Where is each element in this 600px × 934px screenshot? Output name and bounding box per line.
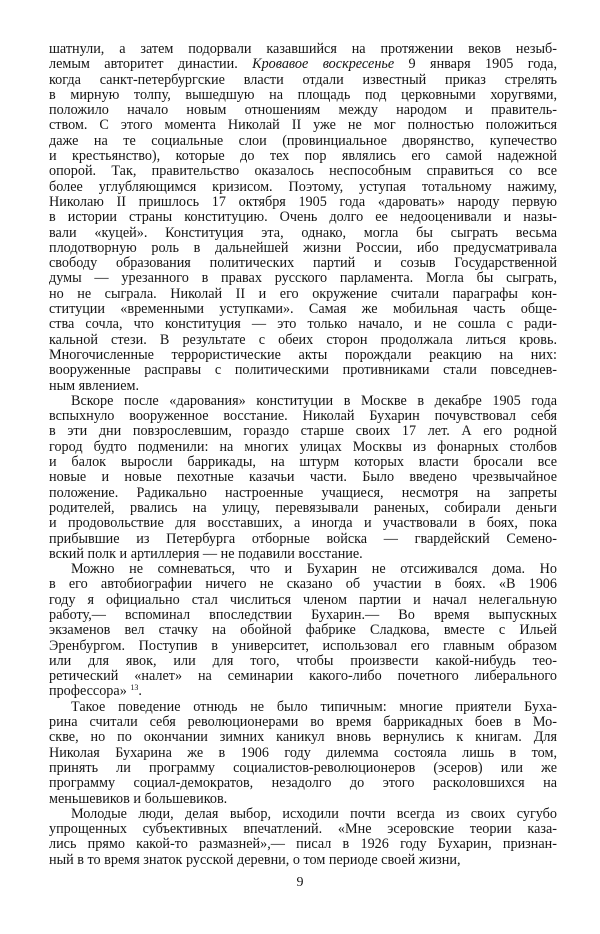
text-line: опорой. Так, правительство оказалось неспособным справиться со все xyxy=(49,163,557,180)
text-line: когда санкт-петербургские власти отдали известный приказ стрелять xyxy=(49,71,557,88)
text-line: положение. Радикально настроенные учащиеся, несмотря на запреты xyxy=(49,484,557,501)
text-line: Такое поведение отнюдь не было типичным: многие приятели Буха- xyxy=(71,698,557,715)
text-line: город будто подменили: на многих улицах Москвы из фонарных столбов xyxy=(49,438,557,455)
text-line: прибывшие из Петербурга отборные войска — гвардейский Семено- xyxy=(49,530,557,547)
paragraph xyxy=(49,562,557,700)
text-line: и крестьянство), которые до тех пор являлись его самой надежной xyxy=(49,148,557,165)
text-line: свободу образования политических партий и созыв Государственной xyxy=(49,255,557,272)
text-line: году я официально стал числиться членом партии и начал нелегальную xyxy=(49,591,557,608)
text-line: думы — урезанного в правах русского парламента. Могла бы сыграть, xyxy=(49,270,557,287)
text-line: вспыхнуло вооруженное восстание. Николай Бухарин почувствовал себя xyxy=(49,408,557,425)
text-line: лемым авторитет династии. Кровавое воскресенье 9 января 1905 года, xyxy=(49,56,558,73)
text-line: родителей, рвались на улицу, перевязывали раненых, собирали деньги xyxy=(49,499,557,516)
text-line: скве, но по окончании зимних каникул вновь вернулись к книгам. Для xyxy=(49,729,557,746)
text-line: в истории страны конституцию. Очень долго ее недооценивали и назы- xyxy=(49,209,557,226)
text-line: ный в то время знаток русской деревни, о том периоде своей жизни, xyxy=(49,851,461,868)
text-line: Можно не сомневаться, что и Бухарин не отсиживался дома. Но xyxy=(71,561,557,578)
text-line: рина считали себя революционерами во время баррикадных боев в Мо- xyxy=(49,714,557,731)
text-line: вооруженные расправы с политическими противниками стали повседнев- xyxy=(49,362,557,379)
text-line: программу социал-демократов, незадолго до этого расколовшихся на xyxy=(49,775,557,792)
text-line: ства сочла, что конституция — это только начало, и не сошла с ради- xyxy=(49,316,557,333)
text-line: вский полк и артиллерия — не подавили восстание. xyxy=(49,545,363,562)
text-line: более углубляющимся кризисом. Поэтому, уступая тотальному нажиму, xyxy=(49,178,557,195)
text-line: Молодые люди, делая выбор, исходили почти всегда из своих сугубо xyxy=(71,805,557,822)
text-line: в эти дни повзрослевшим, гораздо старше своих 17 лет. А его родной xyxy=(49,423,557,440)
text-line: в мирную толпу, вышедшую на площадь под церковными хоругвями, xyxy=(49,86,557,103)
paragraph xyxy=(49,394,557,562)
text-line: меньшевиков и большевиков. xyxy=(49,790,228,807)
text-line: плодотворную роль в дальнейшей жизни России, ибо предусматривала xyxy=(49,239,557,256)
page-body xyxy=(49,42,557,868)
text-line: Николая Бухарина же в 1906 году дилемма состояла лишь в том, xyxy=(49,744,557,761)
italic-phrase: Кровавое воскресенье xyxy=(252,56,395,73)
text-line: Эренбургом. Поступив в университет, использовал его главным образом xyxy=(49,637,557,654)
text-line: ным явлением. xyxy=(49,377,140,394)
text-line: профессора» $^{13}$. xyxy=(49,683,142,700)
text-line: но не сыграла. Николай II и его окружение считали параграфы кон- xyxy=(49,285,557,302)
page-number: 9 xyxy=(296,875,304,890)
text-line: лись прямо какой-то размазней»,— писал в 1926 году Бухарин, признан- xyxy=(49,836,557,853)
text-line: экзаменов вел стачку на обойной фабрике Сладкова, вместе с Ильей xyxy=(49,622,557,639)
text-line: даже на те социальные слои (провинциальное дворянство, купечество xyxy=(49,132,557,149)
text-line: принять ли программу социалистов-революционеров (эсеров) или же xyxy=(49,759,557,776)
paragraph xyxy=(49,807,557,868)
text-line: и балок выросли баррикады, на штурм которых власти бросали все xyxy=(49,454,557,471)
paragraph xyxy=(49,42,557,394)
text-line: Многочисленные террористические акты порождали реакцию на них: xyxy=(49,346,557,363)
footnote-reference[interactable]: 13 xyxy=(130,683,139,693)
text-line: шатнули, а затем подорвали казавшийся на протяжении веков незыб- xyxy=(49,41,557,57)
text-line: ретический «налет» на семинарии какого-либо почетного либерального xyxy=(49,668,557,685)
text-line: Вскоре после «дарования» конституции в Москве в декабре 1905 года xyxy=(71,392,557,409)
text-line: упрощенных субъективных впечатлений. «Мне эсеровские теории каза- xyxy=(49,821,557,838)
text-line: вали «куцей». Конституция эта, однако, могла бы сыграть весьма xyxy=(49,224,557,241)
text-line: в его автобиографии ничего не сказано об участии в боях. «В 1906 xyxy=(49,576,557,593)
text-line: кальной стези. В результате с обеих сторон продолжала литься кровь. xyxy=(49,331,557,348)
text-line: положило начало новым отношениям между народом и правитель- xyxy=(49,102,557,119)
text-line: работу,— вспоминал впоследствии Бухарин.— Во время выпускных xyxy=(49,606,557,623)
text-line: и продовольствие для восставших, а иногда и участвовали в боях, пока xyxy=(49,515,557,532)
paragraph xyxy=(49,700,557,807)
text-line: ством. С этого момента Николай II уже не мог полностью положиться xyxy=(49,117,557,134)
text-line: ституции «временными уступками». Самая же мобильная часть обще- xyxy=(49,301,557,318)
text-line: или для явок, или для того, чтобы произвести какой-нибудь тео- xyxy=(49,652,557,669)
text-line: новые и новые пехотные казачьи части. Было введено чрезвычайное xyxy=(49,469,557,486)
text-line: Николаю II пришлось 17 октября 1905 года «даровать» народу первую xyxy=(49,193,557,210)
